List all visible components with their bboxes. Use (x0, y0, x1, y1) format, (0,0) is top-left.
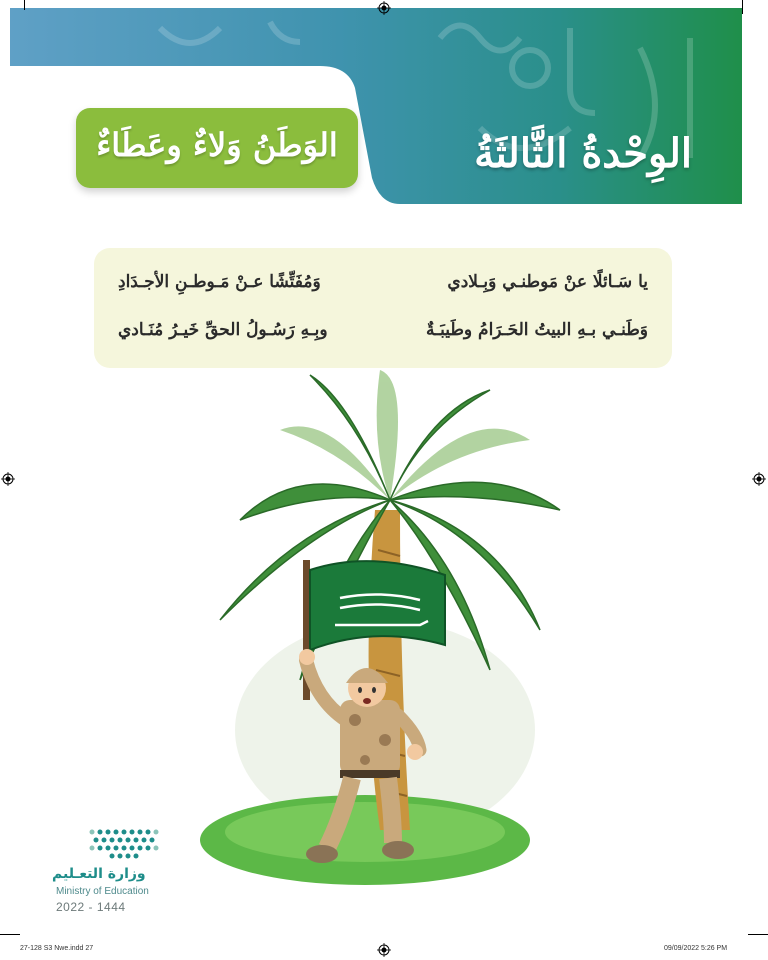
unit-subtitle: الوَطَنُ وَلاءٌ وعَطَاءٌ (96, 126, 338, 164)
ministry-name-english: Ministry of Education (56, 886, 149, 897)
trim-mark (742, 0, 743, 14)
poem-line-1-first-half: يا سَـائلًا عنْ مَوطنـي وَبِـلادي (447, 272, 648, 292)
poem-box (94, 248, 672, 368)
ministry-dots-icon (52, 828, 162, 862)
poem-line-1-second-half: وَمُفَتِّشًا عـنْ مَـوطـنِ الأجـدَادِ (118, 272, 321, 292)
poem-line-2-first-half: وَطَنـي بـهِ البيتُ الحَـرَامُ وطَيبَـةٌ (426, 320, 648, 340)
edition-year: 2022 - 1444 (56, 900, 126, 914)
print-slug-date: 09/09/2022 5:26 PM (664, 945, 728, 952)
unit-subtitle-pill (76, 108, 358, 188)
trim-mark (0, 934, 20, 935)
trim-mark (24, 0, 25, 10)
print-slug-file: 27-128 S3 Nwe.indd 27 (20, 945, 94, 952)
registration-mark-icon (1, 472, 15, 486)
ministry-logo (52, 828, 192, 918)
ministry-name-arabic: وزارة التعـليم (52, 866, 146, 882)
saudi-flag (310, 561, 445, 650)
registration-mark-icon (377, 943, 391, 957)
registration-mark-icon (752, 472, 766, 486)
trim-mark (748, 934, 768, 935)
soldier-palm-illustration (200, 370, 570, 890)
poem-line-2-second-half: وبِـهِ رَسُـولُ الحقِّ خَيـرُ مُنَـادي (118, 320, 328, 340)
unit-title: الوِحْدةُ الثَّالثَةُ (474, 130, 692, 177)
registration-mark-icon (377, 1, 391, 15)
